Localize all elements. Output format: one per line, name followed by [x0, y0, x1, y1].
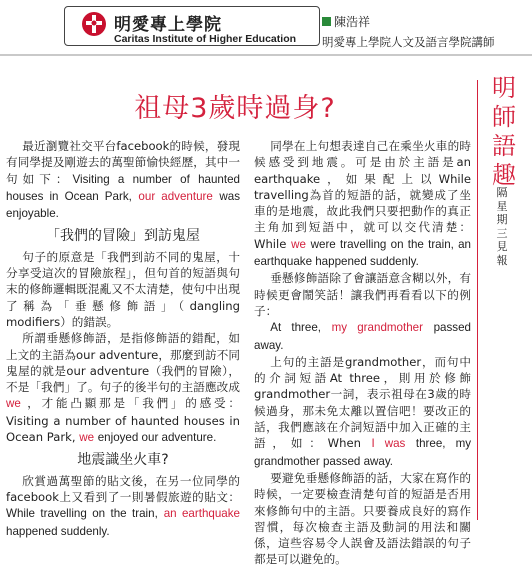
paragraph-2: 句子的原意是「我們到訪不同的鬼屋，十分享受這次的冒險旅程」，但句首的短語與句末的修飾邏輯既混亂又不太清楚，使句中出現了稱為「垂懸修飾語」（dangling modifiers）的錯誤。 — [6, 249, 240, 329]
author-title: 明愛專上學院人文及語言學院講師 — [322, 35, 495, 49]
para7-a: 上句的主語是grandmother，而句中的介詞短語At three，則用於修飾grandmother一詞，表示祖母在3歲的時候過身，那未免太離以置信吧！要改正的話，我們應該在介詞短語中加入正確的主語，如：When — [254, 354, 471, 451]
paragraph-6-example — [254, 319, 471, 354]
article-title: 祖母3歲時過身? — [134, 93, 336, 124]
paragraph-3 — [6, 330, 240, 446]
caritas-logo-icon — [80, 10, 108, 38]
institute-name-en: Caritas Institute of Higher Education — [114, 33, 297, 45]
para6-en-b: passed away. — [254, 321, 471, 352]
column-frequency-char: 隔 — [496, 186, 508, 199]
column-frequency-char: 報 — [496, 253, 508, 267]
column-divider — [477, 80, 478, 520]
column-frequency-char: 星 — [496, 199, 508, 213]
column-name — [484, 74, 524, 190]
article-column-right — [254, 138, 471, 568]
article-column-left — [6, 138, 240, 540]
subheading-2: 地震識坐火車? — [77, 452, 169, 469]
green-square-icon — [322, 17, 331, 26]
subheading-1: 「我們的冒險」到訪鬼屋 — [46, 228, 200, 245]
para3-a: 所謂垂懸修飾語，是指修飾語的錯配，如上文的主語為our adventure，那麼到訪不同鬼屋的就是our adventure（我們的冒險），不是「我們」了。句子的後半句的主語應改成 — [6, 331, 240, 395]
para3-c: enjoyed our adventure. — [97, 431, 217, 445]
author-name-text: 陳浩祥 — [334, 15, 371, 29]
column-frequency-char: 期 — [496, 213, 508, 226]
para6-en-red: my grandmother — [331, 321, 423, 335]
para5-a: 同學在上句想表達自己在乘坐火車的時候感受到地震。可是由於主語是an earthquake，如果配上以While travelling為首的短語的話，就變成了坐車的是地震，故此我們只要把動作的真正主角加到短語中，就可以交代清楚：While — [254, 139, 471, 251]
para1-en-red: our adventure — [138, 189, 213, 203]
column-frequency-char: 三 — [496, 226, 508, 240]
paragraph-7 — [254, 354, 471, 470]
para1-cn: 最近瀏覽社交平台facebook的時候，發現有同學提及剛遊去的萬聖節愉快經歷，其中一句如下： — [6, 139, 240, 186]
column-name-char: 語 — [492, 132, 516, 160]
para4-en-b: happened suddenly. — [6, 524, 110, 538]
para7-b: three, my grandmother passed away. — [254, 437, 472, 468]
column-frequency-char: 見 — [496, 240, 508, 253]
institute-name-cn: 明愛專上學院 — [114, 15, 222, 35]
paragraph-5 — [254, 138, 471, 270]
para5-we: we — [291, 237, 306, 251]
para4-en-red: an earthquake — [163, 507, 241, 521]
para6-en-a: At three, — [270, 321, 321, 335]
column-name-char: 趣 — [492, 161, 516, 189]
paragraph-8: 要避免垂懸修飾語的話，大家在寫作的時候，一定要檢查清楚句首的短語是否用來修飾句中的主語。只要養成良好的寫作習慣，每次檢查主語及動詞的用法和關係，這些容易令人誤會及語法錯誤的句子都是可以避免的。 — [254, 470, 471, 567]
para4-cn: 欣賞過萬聖節的貼文後，在另一位同學的facebook上又看到了一則暑假旅遊的貼文： — [6, 473, 240, 504]
paragraph-1 — [6, 138, 240, 222]
column-name-char: 師 — [492, 103, 516, 131]
para1-en-b: was enjoyable. — [6, 189, 240, 221]
paragraph-6: 垂懸修飾語除了會讓語意含糊以外，有時候更會鬧笑話！讓我們再看看以下的例子： — [254, 271, 471, 318]
column-frequency — [495, 186, 509, 267]
author-name — [322, 13, 370, 30]
para3-we2: we — [79, 431, 95, 445]
para1-en-a: Visiting a number of haunted houses in Ocean Park, — [6, 172, 240, 203]
para3-we: we — [6, 397, 21, 411]
header — [0, 0, 532, 56]
para3-b: ，才能凸顯那是「我們」的感受：Visiting a number of haunted houses in Ocean Park, — [6, 396, 240, 445]
para4-en-a: While travelling on the train, — [6, 507, 158, 521]
para7-i: I was — [371, 437, 406, 451]
column-name-char: 明 — [492, 74, 516, 102]
paragraph-4 — [6, 473, 240, 540]
para5-b: were travelling on the train, an earthquake happened suddenly. — [254, 237, 471, 269]
